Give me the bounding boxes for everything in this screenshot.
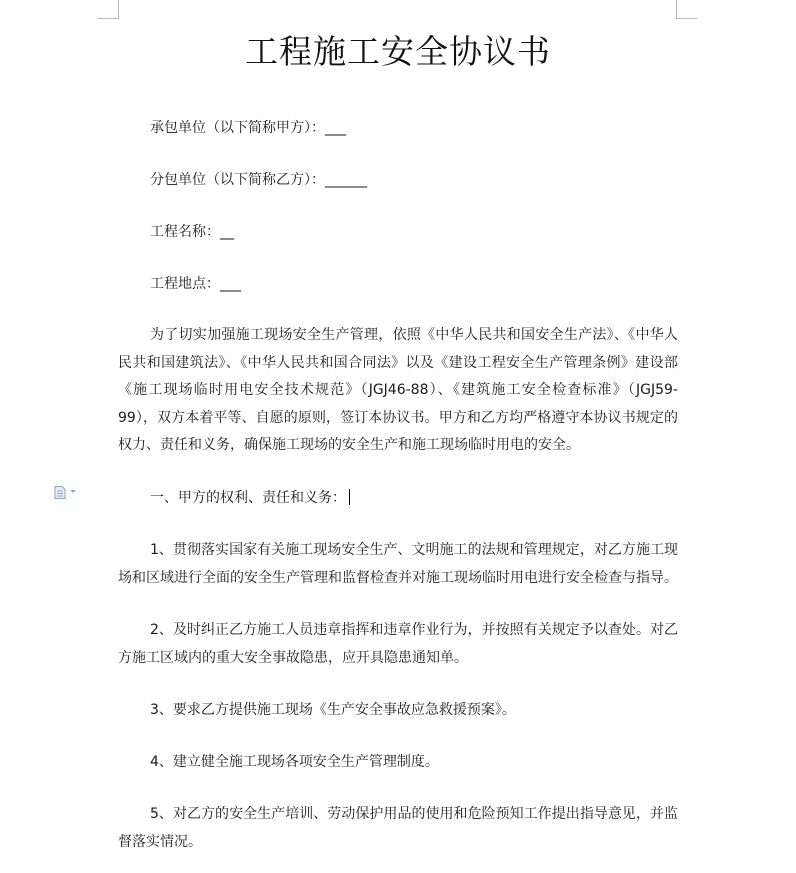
subcontractor-field: 分包单位（以下简称乙方）：______ [150, 172, 367, 188]
list-item: 2、及时纠正乙方施工人员违章指挥和违章作业行为，并按照有关规定予以查处。对乙方施工区域内的重大安全事故隐患，应开具隐患通知单。 [118, 622, 678, 666]
section-heading-text: 一、甲方的权利、责任和义务： [150, 490, 346, 506]
list-item: 3、要求乙方提供施工现场《生产安全事故应急救援预案》。 [150, 702, 516, 718]
project-location-field: 工程地点：___ [150, 276, 241, 292]
list-item: 5、对乙方的安全生产培训、劳动保护用品的使用和危险预知工作提出指导意见，并监督落实情况。 [118, 806, 678, 850]
project-name-field: 工程名称：__ [150, 224, 234, 240]
list-item: 4、建立健全施工现场各项安全生产管理制度。 [150, 754, 439, 770]
document-icon[interactable] [54, 486, 66, 499]
contractor-field: 承包单位（以下简称甲方）：___ [150, 120, 346, 136]
intro-paragraph: 为了切实加强施工现场安全生产管理，依照《中华人民共和国安全生产法》、《中华人民共和国建筑法》、《中华人民共和国合同法》以及《建设工程安全生产管理条例》建设部《施工现场临时用电安全技术规范》（JGJ46-88）、《建筑施工安全检查标准》（JGJ59-99），双方本着平等、自愿的原则，签订本协议书。甲方和乙方均严格遵守本协议书规定的权力、责任和义务，确保施工现场的安全生产和施工现场临时用电的安全。 [118, 327, 678, 453]
chevron-down-icon[interactable] [70, 490, 76, 493]
list-item: 1、贯彻落实国家有关施工现场安全生产、文明施工的法规和管理规定，对乙方施工现场和区域进行全面的安全生产管理和监督检查并对施工现场临时用电进行安全检查与指导。 [118, 542, 678, 586]
section-heading[interactable] [150, 488, 350, 508]
text-cursor [349, 489, 350, 505]
page-corner-top-right [676, 0, 697, 19]
page-corner-top-left [98, 0, 119, 19]
document-title: 工程施工安全协议书 [245, 32, 551, 71]
